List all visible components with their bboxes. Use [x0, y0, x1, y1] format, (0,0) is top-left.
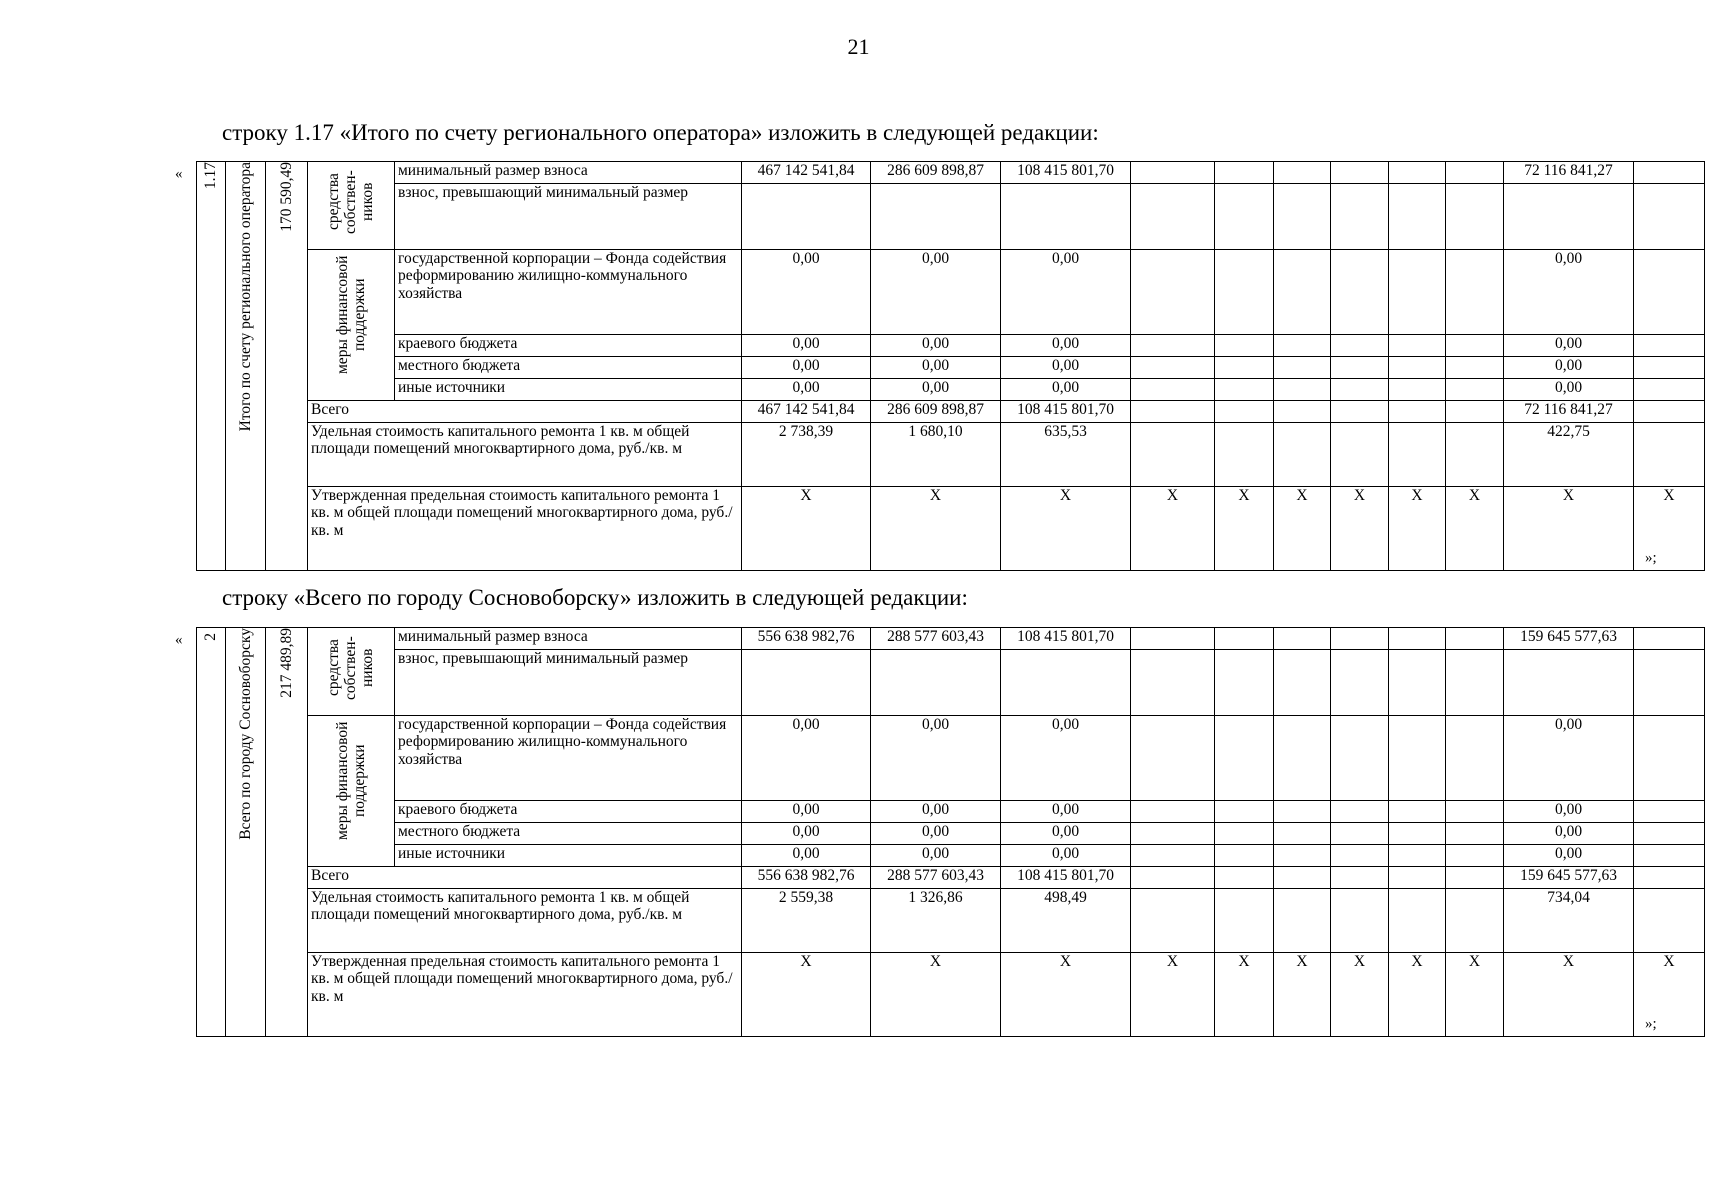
- value-cell: [742, 184, 871, 250]
- value-cell: [1331, 716, 1389, 801]
- value-cell: [1389, 423, 1446, 487]
- table-row-regional: [197, 335, 1705, 357]
- row-name-cell-text: Всего по городу Сосновоборску: [236, 628, 254, 840]
- table-row-regional: [197, 801, 1705, 823]
- value-cell: [1215, 357, 1274, 379]
- value-cell: [1634, 628, 1705, 650]
- value-cell: [1131, 423, 1215, 487]
- value-cell: [1634, 801, 1705, 823]
- value-cell: [1634, 889, 1705, 953]
- value-cell: X: [1504, 487, 1634, 571]
- value-cell: X: [1389, 487, 1446, 571]
- value-cell: [1131, 184, 1215, 250]
- value-cell: [1131, 357, 1215, 379]
- table-row-above-min: [197, 184, 1705, 250]
- value-cell: X: [1274, 487, 1331, 571]
- value-cell: [1215, 423, 1274, 487]
- page-number: 21: [847, 34, 870, 59]
- row-label: минимальный размер взноса: [395, 628, 742, 650]
- value-cell: [1215, 184, 1274, 250]
- table-row-max-cost: [197, 487, 1705, 571]
- value-cell: 0,00: [742, 250, 871, 335]
- row-label: Утвержденная предельная стоимость капитального ремонта 1 кв. м общей площади помещений многоквартирного дома, руб./кв. м: [308, 487, 742, 571]
- value-cell: [1331, 401, 1389, 423]
- row-label: взнос, превышающий минимальный размер: [395, 650, 742, 716]
- row-label: Всего: [308, 401, 742, 423]
- area-total-cell-text: 217 489,89: [277, 628, 295, 698]
- value-cell: [871, 650, 1001, 716]
- value-cell: [1215, 823, 1274, 845]
- group-support-cell: [308, 250, 395, 401]
- value-cell: 556 638 982,76: [742, 867, 871, 889]
- value-cell: 734,04: [1504, 889, 1634, 953]
- row-label: местного бюджета: [395, 357, 742, 379]
- value-cell: X: [1001, 953, 1131, 1037]
- value-cell: [1131, 162, 1215, 184]
- value-cell: [1001, 650, 1131, 716]
- value-cell: [1274, 628, 1331, 650]
- value-cell: [1634, 250, 1705, 335]
- table-row-min-fee: [197, 628, 1705, 650]
- table-row-unit-cost: [197, 423, 1705, 487]
- value-cell: 0,00: [871, 335, 1001, 357]
- value-cell: [1131, 628, 1215, 650]
- closing-quote: »;: [1645, 550, 1657, 566]
- value-cell: [1331, 162, 1389, 184]
- value-cell: [1446, 650, 1504, 716]
- value-cell: [1389, 716, 1446, 801]
- value-cell: 286 609 898,87: [871, 162, 1001, 184]
- row-number-cell: [197, 628, 226, 1037]
- value-cell: 0,00: [742, 379, 871, 401]
- value-cell: 0,00: [1001, 379, 1131, 401]
- value-cell: 0,00: [871, 716, 1001, 801]
- area-total-cell: [266, 628, 308, 1037]
- table-row-other: [197, 379, 1705, 401]
- value-cell: [1331, 845, 1389, 867]
- value-cell: [1446, 335, 1504, 357]
- value-cell: X: [1446, 953, 1504, 1037]
- value-cell: [1389, 335, 1446, 357]
- value-cell: [1331, 823, 1389, 845]
- group-support-cell: [308, 716, 395, 867]
- value-cell: [1389, 628, 1446, 650]
- value-cell: [1446, 401, 1504, 423]
- value-cell: [1215, 401, 1274, 423]
- value-cell: [1446, 162, 1504, 184]
- value-cell: X: [1131, 487, 1215, 571]
- value-cell: 0,00: [871, 801, 1001, 823]
- value-cell: [1389, 184, 1446, 250]
- value-cell: X: [871, 487, 1001, 571]
- value-cell: [1131, 801, 1215, 823]
- value-cell: 0,00: [871, 379, 1001, 401]
- value-cell: X: [1274, 953, 1331, 1037]
- row-label: государственной корпорации – Фонда содействия реформированию жилищно-коммунального хозяйства: [395, 716, 742, 801]
- value-cell: [871, 184, 1001, 250]
- table-row-local: [197, 357, 1705, 379]
- value-cell: 0,00: [1504, 250, 1634, 335]
- value-cell: [1131, 889, 1215, 953]
- value-cell: 0,00: [742, 357, 871, 379]
- value-cell: [1634, 335, 1705, 357]
- table-row-min-fee: [197, 162, 1705, 184]
- value-cell: 467 142 541,84: [742, 162, 871, 184]
- value-cell: [1215, 867, 1274, 889]
- table-row-state-corp: [197, 716, 1705, 801]
- value-cell: [1215, 379, 1274, 401]
- value-cell: [1634, 845, 1705, 867]
- value-cell: [1634, 401, 1705, 423]
- value-cell: 288 577 603,43: [871, 628, 1001, 650]
- value-cell: [1446, 250, 1504, 335]
- value-cell: 0,00: [1504, 335, 1634, 357]
- value-cell: 498,49: [1001, 889, 1131, 953]
- value-cell: 108 415 801,70: [1001, 867, 1131, 889]
- row-name-cell: [226, 162, 266, 571]
- value-cell: [1215, 716, 1274, 801]
- row-label: иные источники: [395, 845, 742, 867]
- area-total-cell-text: 170 590,49: [277, 162, 295, 232]
- row-label: Всего: [308, 867, 742, 889]
- value-cell: [1331, 889, 1389, 953]
- group-owners-cell: [308, 628, 395, 716]
- value-cell: 556 638 982,76: [742, 628, 871, 650]
- table-row-above-min: [197, 650, 1705, 716]
- value-cell: [1274, 335, 1331, 357]
- value-cell: 108 415 801,70: [1001, 628, 1131, 650]
- value-cell: [1274, 716, 1331, 801]
- amendment-intro-2: строку «Всего по городу Сосновоборску» изложить в следующей редакции:: [222, 585, 968, 610]
- table-row-local: [197, 823, 1705, 845]
- amendment-table-total-city: [196, 627, 1705, 1037]
- value-cell: X: [1331, 953, 1389, 1037]
- row-label: местного бюджета: [395, 823, 742, 845]
- value-cell: [1331, 250, 1389, 335]
- value-cell: [1389, 250, 1446, 335]
- value-cell: [1504, 650, 1634, 716]
- value-cell: [1389, 357, 1446, 379]
- group-owners-cell-text: средства собствен-ников: [325, 170, 377, 234]
- table-row-total: [197, 867, 1705, 889]
- value-cell: 0,00: [871, 357, 1001, 379]
- row-number-cell: [197, 162, 226, 571]
- value-cell: [1274, 379, 1331, 401]
- row-label: взнос, превышающий минимальный размер: [395, 184, 742, 250]
- area-total-cell: [266, 162, 308, 571]
- value-cell: [1274, 401, 1331, 423]
- value-cell: [1131, 823, 1215, 845]
- group-support-cell-text: меры финансовой поддержки: [333, 255, 368, 375]
- value-cell: [1131, 335, 1215, 357]
- value-cell: 0,00: [742, 823, 871, 845]
- value-cell: [1331, 335, 1389, 357]
- value-cell: [1215, 335, 1274, 357]
- value-cell: X: [1446, 487, 1504, 571]
- value-cell: 159 645 577,63: [1504, 867, 1634, 889]
- value-cell: [1634, 162, 1705, 184]
- value-cell: 467 142 541,84: [742, 401, 871, 423]
- value-cell: [1389, 379, 1446, 401]
- row-number-cell-text: 2: [202, 633, 220, 641]
- value-cell: [1131, 250, 1215, 335]
- row-number-cell-text: 1.17: [202, 162, 220, 190]
- value-cell: 1 680,10: [871, 423, 1001, 487]
- value-cell: [1634, 823, 1705, 845]
- value-cell: [1634, 716, 1705, 801]
- opening-quote: «: [175, 632, 183, 648]
- closing-quote: »;: [1645, 1016, 1657, 1032]
- value-cell: 108 415 801,70: [1001, 162, 1131, 184]
- value-cell: [1274, 357, 1331, 379]
- value-cell: 288 577 603,43: [871, 867, 1001, 889]
- value-cell: [1446, 845, 1504, 867]
- value-cell: 0,00: [1001, 335, 1131, 357]
- table-row-max-cost: [197, 953, 1705, 1037]
- value-cell: 0,00: [742, 716, 871, 801]
- value-cell: X: [1504, 953, 1634, 1037]
- value-cell: X: [742, 487, 871, 571]
- value-cell: 0,00: [1504, 823, 1634, 845]
- value-cell: [1274, 867, 1331, 889]
- value-cell: [1215, 801, 1274, 823]
- value-cell: 0,00: [1504, 845, 1634, 867]
- value-cell: 0,00: [1001, 357, 1131, 379]
- value-cell: 0,00: [1001, 801, 1131, 823]
- value-cell: [1446, 379, 1504, 401]
- value-cell: [1274, 823, 1331, 845]
- value-cell: [1215, 250, 1274, 335]
- value-cell: [1274, 889, 1331, 953]
- value-cell: [1634, 379, 1705, 401]
- value-cell: [1131, 379, 1215, 401]
- value-cell: [1131, 867, 1215, 889]
- table-row-state-corp: [197, 250, 1705, 335]
- value-cell: [1215, 162, 1274, 184]
- value-cell: X: [871, 953, 1001, 1037]
- row-name-cell: [226, 628, 266, 1037]
- value-cell: X: [1215, 487, 1274, 571]
- value-cell: X: [1001, 487, 1131, 571]
- value-cell: 0,00: [871, 823, 1001, 845]
- value-cell: [1634, 357, 1705, 379]
- value-cell: [1634, 867, 1705, 889]
- value-cell: [1331, 379, 1389, 401]
- value-cell: [1634, 184, 1705, 250]
- value-cell: 0,00: [1001, 845, 1131, 867]
- value-cell: [1274, 162, 1331, 184]
- value-cell: [1446, 357, 1504, 379]
- value-cell: 422,75: [1504, 423, 1634, 487]
- value-cell: [1331, 650, 1389, 716]
- row-label: минимальный размер взноса: [395, 162, 742, 184]
- group-owners-cell: [308, 162, 395, 250]
- value-cell: X: [1215, 953, 1274, 1037]
- value-cell: [1504, 184, 1634, 250]
- value-cell: 0,00: [1504, 357, 1634, 379]
- value-cell: [1331, 628, 1389, 650]
- value-cell: [1274, 250, 1331, 335]
- value-cell: [1446, 823, 1504, 845]
- value-cell: X: [742, 953, 871, 1037]
- value-cell: 0,00: [1504, 379, 1634, 401]
- value-cell: 0,00: [1504, 716, 1634, 801]
- row-label: Удельная стоимость капитального ремонта 1 кв. м общей площади помещений многоквартирного дома, руб./кв. м: [308, 889, 742, 953]
- value-cell: 1 326,86: [871, 889, 1001, 953]
- value-cell: [1274, 650, 1331, 716]
- value-cell: [1131, 401, 1215, 423]
- value-cell: [1331, 867, 1389, 889]
- value-cell: [1446, 716, 1504, 801]
- table-row-total: [197, 401, 1705, 423]
- value-cell: [1389, 650, 1446, 716]
- value-cell: 72 116 841,27: [1504, 401, 1634, 423]
- group-support-cell-text: меры финансовой поддержки: [333, 721, 368, 841]
- row-label: Удельная стоимость капитального ремонта 1 кв. м общей площади помещений многоквартирного дома, руб./кв. м: [308, 423, 742, 487]
- value-cell: [1131, 650, 1215, 716]
- value-cell: X: [1331, 487, 1389, 571]
- value-cell: 286 609 898,87: [871, 401, 1001, 423]
- row-label: краевого бюджета: [395, 335, 742, 357]
- value-cell: [1215, 628, 1274, 650]
- value-cell: [1446, 889, 1504, 953]
- row-label: Утвержденная предельная стоимость капитального ремонта 1 кв. м общей площади помещений многоквартирного дома, руб./кв. м: [308, 953, 742, 1037]
- row-name-cell-text: Итого по счету регионального оператора: [236, 162, 254, 432]
- value-cell: [1389, 401, 1446, 423]
- value-cell: [1389, 801, 1446, 823]
- value-cell: 0,00: [1504, 801, 1634, 823]
- value-cell: [1331, 184, 1389, 250]
- value-cell: [1389, 823, 1446, 845]
- value-cell: 0,00: [742, 845, 871, 867]
- value-cell: [1274, 845, 1331, 867]
- value-cell: 2 559,38: [742, 889, 871, 953]
- table-row-unit-cost: [197, 889, 1705, 953]
- value-cell: X: [1131, 953, 1215, 1037]
- row-label: краевого бюджета: [395, 801, 742, 823]
- value-cell: [1446, 423, 1504, 487]
- value-cell: 0,00: [871, 845, 1001, 867]
- value-cell: 0,00: [1001, 716, 1131, 801]
- value-cell: 0,00: [742, 335, 871, 357]
- value-cell: 2 738,39: [742, 423, 871, 487]
- value-cell: [1446, 867, 1504, 889]
- amendment-intro-1: строку 1.17 «Итого по счету регионального оператора» изложить в следующей редакции:: [222, 120, 1099, 145]
- value-cell: [1389, 889, 1446, 953]
- value-cell: 0,00: [1001, 823, 1131, 845]
- value-cell: 0,00: [1001, 250, 1131, 335]
- value-cell: X: [1389, 953, 1446, 1037]
- value-cell: [1331, 423, 1389, 487]
- value-cell: 635,53: [1001, 423, 1131, 487]
- value-cell: [1634, 423, 1705, 487]
- row-label: государственной корпорации – Фонда содействия реформированию жилищно-коммунального хозяйства: [395, 250, 742, 335]
- value-cell: [1001, 184, 1131, 250]
- value-cell: [1274, 184, 1331, 250]
- value-cell: X: [1634, 953, 1705, 1037]
- value-cell: X: [1634, 487, 1705, 571]
- value-cell: [1215, 650, 1274, 716]
- value-cell: [1389, 845, 1446, 867]
- value-cell: [1215, 889, 1274, 953]
- value-cell: [1389, 162, 1446, 184]
- group-owners-cell-text: средства собствен-ников: [325, 636, 377, 700]
- value-cell: 72 116 841,27: [1504, 162, 1634, 184]
- value-cell: [1446, 184, 1504, 250]
- value-cell: [1446, 801, 1504, 823]
- value-cell: [1215, 845, 1274, 867]
- value-cell: [1131, 845, 1215, 867]
- value-cell: [1274, 801, 1331, 823]
- amendment-table-row-1-17: [196, 161, 1705, 571]
- value-cell: 159 645 577,63: [1504, 628, 1634, 650]
- value-cell: 0,00: [742, 801, 871, 823]
- value-cell: 108 415 801,70: [1001, 401, 1131, 423]
- value-cell: [1274, 423, 1331, 487]
- value-cell: [1331, 801, 1389, 823]
- value-cell: [1634, 650, 1705, 716]
- row-label: иные источники: [395, 379, 742, 401]
- opening-quote: «: [175, 166, 183, 182]
- value-cell: [1131, 716, 1215, 801]
- value-cell: 0,00: [871, 250, 1001, 335]
- value-cell: [1389, 867, 1446, 889]
- table-row-other: [197, 845, 1705, 867]
- value-cell: [1331, 357, 1389, 379]
- value-cell: [1446, 628, 1504, 650]
- value-cell: [742, 650, 871, 716]
